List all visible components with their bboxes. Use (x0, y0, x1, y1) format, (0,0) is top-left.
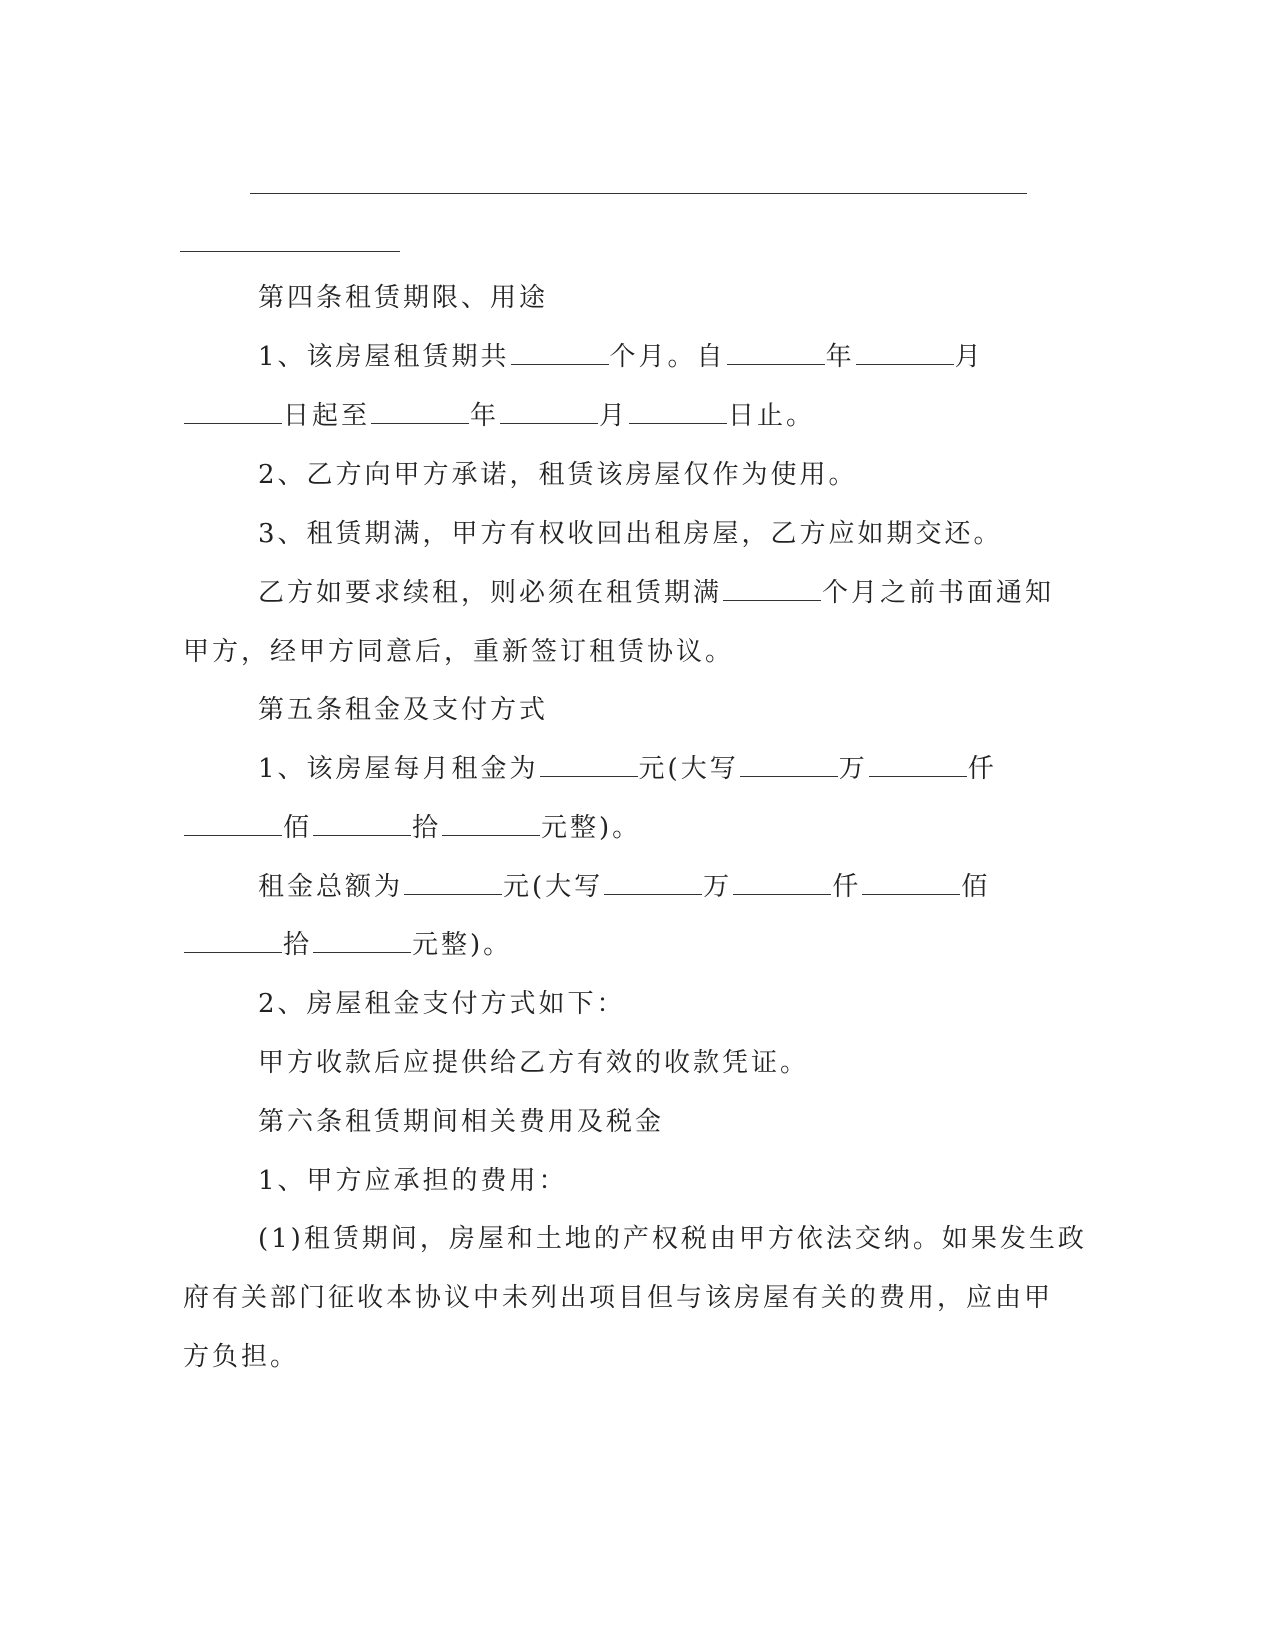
blank-field (740, 752, 838, 777)
blank-field (313, 928, 411, 953)
article4-item3: 3、租赁期满，甲方有权收回出租房屋，乙方应如期交还。 (258, 519, 1003, 549)
article5-item1-line2: 佰 拾 元整)。 (183, 810, 1083, 846)
top-rule-short (180, 251, 400, 252)
article5-item2: 2、房屋租金支付方式如下： (258, 989, 626, 1019)
blank-field (184, 928, 282, 953)
article4-item1-line2: 日起至 年 月 日止。 (183, 398, 1083, 434)
article5-heading: 第五条租金及支付方式 (258, 695, 549, 725)
article6-item1: 1、甲方应承担的费用： (258, 1166, 568, 1196)
blank-field (862, 870, 960, 895)
blank-field (500, 399, 598, 424)
article5-item1-line1: 1、该房屋每月租金为 元(大写 万 仟 (258, 754, 997, 784)
blank-field (856, 340, 954, 365)
blank-field (404, 870, 502, 895)
blank-field (442, 811, 540, 836)
blank-field (723, 576, 821, 601)
top-rule-long (250, 193, 1027, 194)
blank-field (511, 340, 609, 365)
blank-field (184, 811, 282, 836)
blank-field (869, 752, 967, 777)
blank-field (540, 752, 638, 777)
article6-clause1-line2: 府有关部门征收本协议中未列出项目但与该房屋有关的费用，应由甲 (183, 1283, 1054, 1313)
article6-heading: 第六条租赁期间相关费用及税金 (258, 1107, 665, 1137)
article4-item2: 2、乙方向甲方承诺，租赁该房屋仅作为使用。 (258, 460, 858, 490)
article6-clause1-line3: 方负担。 (183, 1342, 300, 1372)
blank-field (313, 811, 411, 836)
blank-field (604, 870, 702, 895)
blank-field (629, 399, 727, 424)
article6-clause1-line1: (1)租赁期间，房屋和土地的产权税由甲方依法交纳。如果发生政 (258, 1224, 1087, 1254)
blank-field (733, 870, 831, 895)
blank-field (184, 399, 282, 424)
article4-heading: 第四条租赁期限、用途 (258, 283, 549, 313)
article5-total-line1: 租金总额为 元(大写 万 仟 佰 (258, 872, 991, 902)
article4-renewal-line1: 乙方如要求续租，则必须在租赁期满 个月之前书面通知 (258, 578, 1055, 608)
blank-field (371, 399, 469, 424)
article4-renewal-line2: 甲方，经甲方同意后，重新签订租赁协议。 (183, 637, 735, 667)
article4-item1-line1: 1、该房屋租赁期共 个月。自 年 月 (258, 342, 984, 372)
article5-receipt: 甲方收款后应提供给乙方有效的收款凭证。 (258, 1048, 810, 1078)
article5-total-line2: 拾 元整)。 (183, 927, 1083, 963)
blank-field (727, 340, 825, 365)
